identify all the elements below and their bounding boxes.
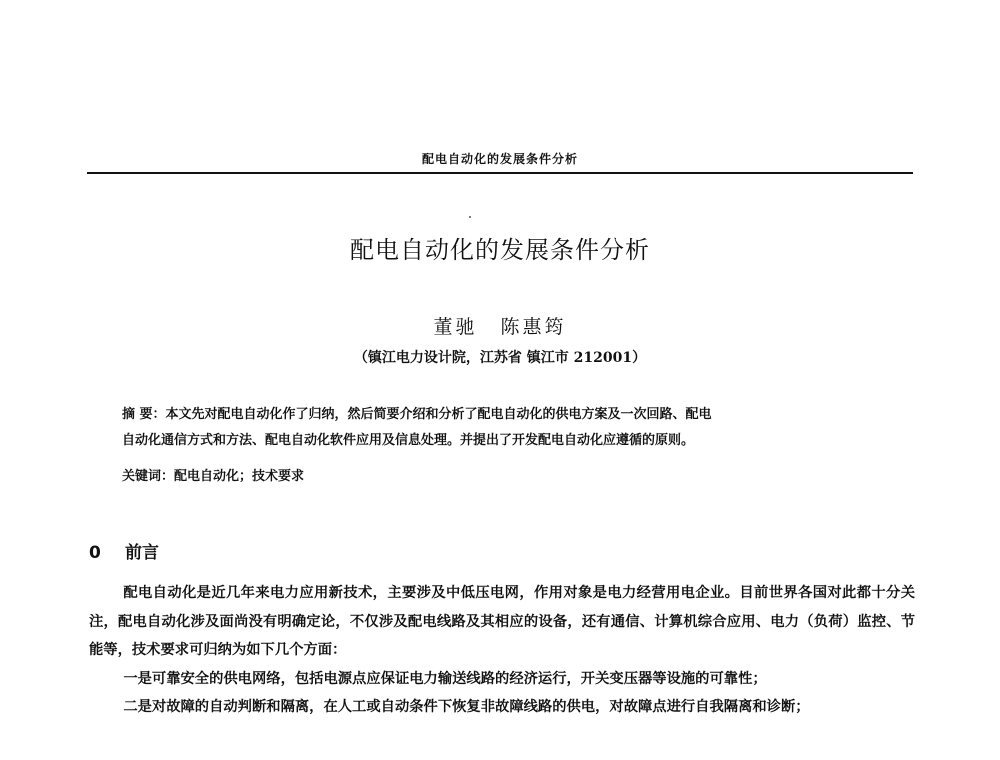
abstract-text-1: 本文先对配电自动化作了归纳，然后简要介绍和分析了配电自动化的供电方案及一次回路、配电 bbox=[165, 407, 712, 422]
section-number: 0 bbox=[89, 543, 101, 563]
body-text bbox=[89, 579, 915, 722]
section-heading bbox=[89, 538, 159, 563]
section-title: 前言 bbox=[125, 543, 159, 563]
paragraph-1: 配电自动化是近几年来电力应用新技术，主要涉及中低压电网，作用对象是电力经营用电企业。目前世界各国对此都十分关注，配电自动化涉及面尚没有明确定论，不仅涉及配电线路及其相应的设备，还有通信、计算机综合应用、电力（负荷）监控、节能等，技术要求可归纳为如下几个方面： bbox=[89, 585, 915, 658]
abstract-label: 摘 要： bbox=[122, 407, 166, 422]
keywords-text: 配电自动化；技术要求 bbox=[174, 469, 305, 484]
authors: 董驰 陈惠筠 bbox=[433, 316, 567, 338]
paper-title: 配电自动化的发展条件分析 bbox=[350, 236, 650, 264]
running-header: 配电自动化的发展条件分析 bbox=[421, 152, 578, 166]
paragraph-3: 二是对故障的自动判断和隔离，在人工或自动条件下恢复非故障线路的供电，对故障点进行自我隔离和诊断； bbox=[123, 699, 810, 715]
affiliation: （镇江电力设计院，江苏省 镇江市 212001） bbox=[353, 350, 647, 366]
abstract-line-2: 自动化通信方式和方法、配电自动化软件应用及信息处理。并提出了开发配电自动化应遵循的原则。 bbox=[122, 433, 695, 448]
scan-speck bbox=[469, 216, 471, 218]
keywords bbox=[122, 465, 922, 484]
paragraph-2: 一是可靠安全的供电网络，包括电源点应保证电力输送线路的经济运行，开关变压器等设施的可靠性； bbox=[123, 670, 767, 687]
abstract bbox=[122, 402, 922, 454]
header-rule bbox=[87, 172, 913, 174]
keywords-label: 关键词： bbox=[122, 469, 175, 484]
abstract-line-1 bbox=[122, 402, 922, 428]
